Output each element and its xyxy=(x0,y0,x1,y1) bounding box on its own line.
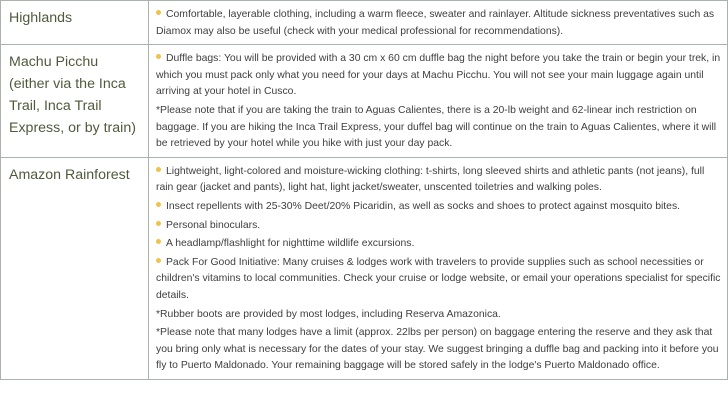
note-text xyxy=(156,307,721,324)
item-text: A headlamp/flashlight for nighttime wildlife excursions. xyxy=(166,238,415,250)
item-text: Pack For Good Initiative: Many cruises & lodges work with travelers to provide supplies such as school necessities or children's vitamins to local communities. Check your cruise or lodge website, or email your operations specialist for specific details. xyxy=(156,256,721,301)
table-row xyxy=(1,45,728,158)
item-text: Lightweight, light-colored and moisture-wicking clothing: t-shirts, long sleeved shirts and athletic pants (not jeans), full rain gear (jacket and pants), light hat, light jacket/sweater, unscented toiletries and walking poles. xyxy=(156,165,705,194)
region-label: Highlands xyxy=(1,1,149,45)
packing-items-cell xyxy=(149,1,728,45)
item-text: *Rubber boots are provided by most lodges, including Reserva Amazonica. xyxy=(156,308,501,320)
bullet-icon xyxy=(156,221,161,226)
packing-items-cell xyxy=(149,157,728,379)
item-text: Comfortable, layerable clothing, including a warm fleece, sweater and rainlayer. Altitude sickness preventatives such as Diamox may also be useful (check with your medical professional for recommendations). xyxy=(156,9,715,37)
bullet-item xyxy=(156,218,721,235)
note-text xyxy=(156,325,721,375)
bullet-item xyxy=(156,255,721,305)
item-text: Duffle bags: You will be provided with a 30 cm x 60 cm duffle bag the night before you take the train or begin your trek, in which you must pack only what you need for your days at Machu Picchu. You will not see your main luggage again until arriving at your hotel in Cusco. xyxy=(156,53,721,98)
item-text: *Please note that if you are taking the train to Aguas Calientes, there is a 20-lb weight and 62-linear inch restriction on baggage. If you are hiking the Inca Trail Express, your duffel bag will continue on the train to Aguas Calientes, where it will be retrieved by your hotel while you hike with just your day pack. xyxy=(156,104,717,150)
item-text: Personal binoculars. xyxy=(166,219,261,231)
bullet-icon xyxy=(156,10,161,15)
region-label: Amazon Rainforest xyxy=(1,157,149,379)
item-text: *Please note that many lodges have a limit (approx. 22lbs per person) on baggage entering the reserve and they ask that you bring only what is necessary for the dates of your stay. We suggest bringing a duffle bag and packing into it before you fly to Puerto Maldonado. Your remaining baggage will be stored safely in the lodge's Puerto Maldonado office. xyxy=(156,327,719,372)
table-row xyxy=(1,1,728,45)
note-text xyxy=(156,103,721,153)
bullet-icon xyxy=(156,239,161,244)
bullet-item xyxy=(156,7,721,40)
bullet-icon xyxy=(156,202,161,207)
bullet-item xyxy=(156,236,721,253)
packing-items-cell xyxy=(149,45,728,158)
bullet-icon xyxy=(156,167,161,172)
bullet-item xyxy=(156,51,721,101)
bullet-item xyxy=(156,164,721,197)
bullet-icon xyxy=(156,258,161,263)
table-row xyxy=(1,157,728,379)
bullet-icon xyxy=(156,54,161,59)
item-text: Insect repellents with 25-30% Deet/20% Picaridin, as well as socks and shoes to protect against mosquito bites. xyxy=(166,200,681,212)
packing-table-body xyxy=(1,1,728,380)
bullet-item xyxy=(156,199,721,216)
region-label: Machu Picchu (either via the Inca Trail, Inca Trail Express, or by train) xyxy=(1,45,149,158)
